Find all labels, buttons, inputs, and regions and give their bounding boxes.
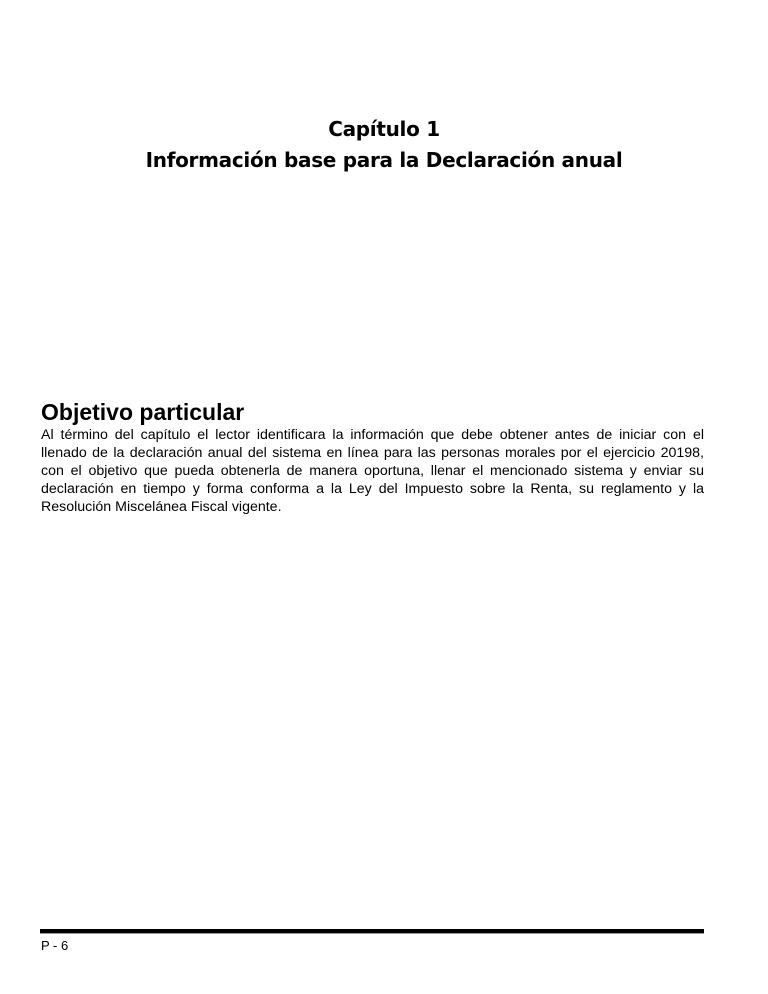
chapter-name: Información base para la Declaración anual [145, 148, 623, 172]
page-number: P - 6 [41, 938, 69, 953]
chapter-number: Capítulo 1 [328, 117, 440, 141]
section-heading: Objetivo particular [41, 399, 245, 425]
footer-rule [40, 929, 704, 934]
section-body: Al término del capítulo el lector identificara la información que debe obtener antes de iniciar con el llenado de la declaración anual del sistema en línea para las personas morales por el ejercicio 20198, con el objetivo que pueda obtenerla de manera oportuna, llenar el mencionado sistema y enviar su declaración en tiempo y forma conforma a la Ley del Impuesto sobre la Renta, su reglamento y la Resolución Miscelánea Fiscal vigente. [41, 427, 704, 515]
chapter-title [0, 114, 768, 176]
